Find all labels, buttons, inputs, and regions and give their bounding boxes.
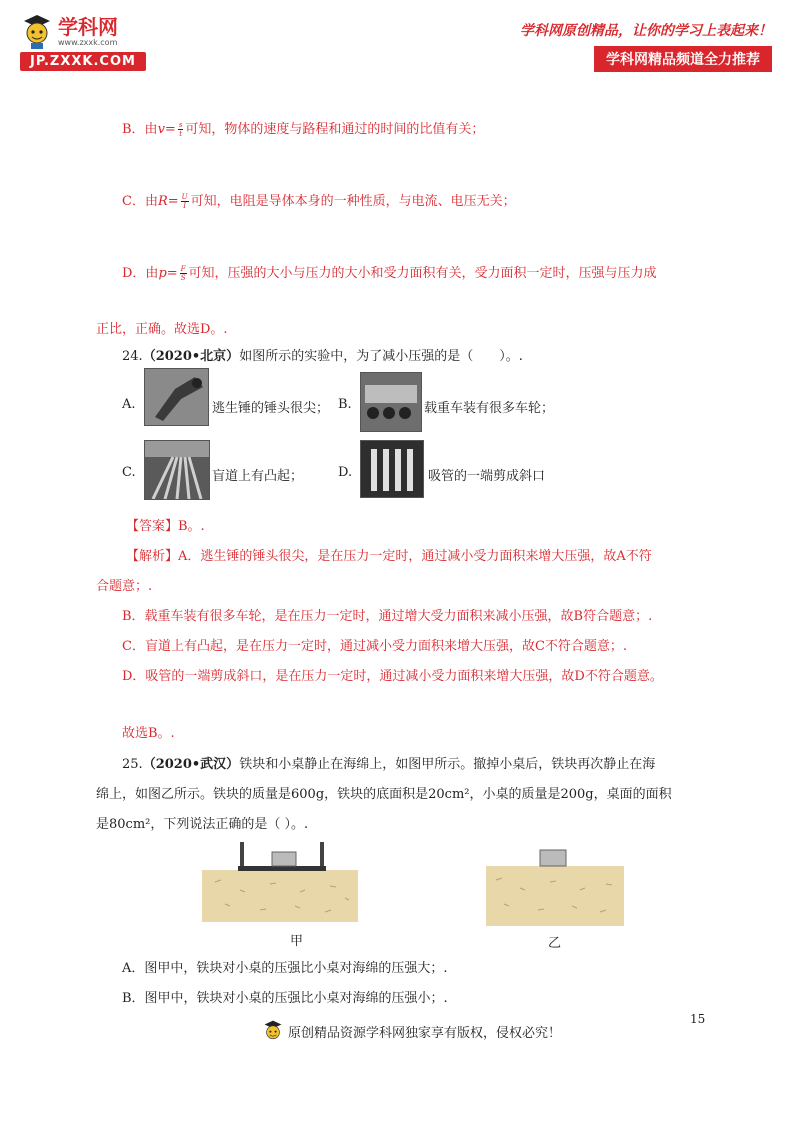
mascot-icon (20, 12, 54, 50)
formula-fraction: $\frac{F}{S}$ (180, 265, 186, 282)
q24-option-a-text: 逃生锤的锤头很尖； (212, 401, 330, 416)
logo[interactable] (20, 12, 118, 50)
figure-jia-label: 甲 (290, 934, 304, 949)
formula-fraction: $\frac{U}{I}$ (181, 193, 188, 210)
q24-option-c-text: 盲道上有凸起； (212, 469, 304, 484)
q24-option-b-letter: B. (338, 397, 352, 412)
channel-banner[interactable]: 学科网精品频道全力推荐 (594, 46, 772, 72)
q25-option-b: B．图甲中，铁块对小桌的压强比小桌对海绵的压强小；. (122, 991, 448, 1006)
figure-yi-sponge-block (484, 848, 626, 928)
site-badge[interactable]: JP.ZXXK.COM (20, 52, 146, 71)
option-d-prev-cont: 正比，正确。故选D。. (96, 322, 228, 337)
mascot-icon (262, 1018, 284, 1044)
logo-name: 学科网 (58, 14, 118, 39)
formula-fraction: $\frac{s}{t}$ (178, 121, 183, 138)
q25-option-a: A．图甲中，铁块对小桌的压强比小桌对海绵的压强大；. (122, 961, 448, 976)
footer (262, 1018, 561, 1044)
q24-conclusion: 故选B。. (122, 726, 175, 741)
question-25-stem-line-3: 是80cm²，下列说法正确的是（ ）。. (96, 817, 309, 832)
q24-option-c-letter: C. (122, 465, 136, 480)
q24-option-b-text: 载重车装有很多车轮； (424, 401, 555, 416)
option-c-prev: C．由R= $\frac{U}{I}$ 可知，电阻是导体本身的一种性质，与电流、电压无关； (122, 193, 516, 210)
question-25-stem-line-1: 25.（2020•武汉）铁块和小桌静止在海绵上，如图甲所示。撤掉小桌后，铁块再次静止在海 (122, 757, 656, 772)
option-d-prev: D．由p= $\frac{F}{S}$ 可知，压强的大小与压力的大小和受力面积有关，受力面积一定时，压强与压力成 (122, 265, 657, 282)
truck-image (360, 372, 422, 432)
straws-image (360, 440, 424, 498)
footer-copyright: 原创精品资源学科网独家享有版权，侵权必究！ (288, 1025, 562, 1041)
q24-option-a-letter: A. (122, 397, 136, 412)
q24-analysis-line-1: 【解析】A．逃生锤的锤头很尖，是在压力一定时，通过减小受力面积来增大压强，故A不符 (126, 549, 652, 564)
tactile-paving-image (144, 440, 210, 500)
q24-option-d-text: 吸管的一端剪成斜口 (428, 469, 546, 484)
q24-analysis-line-2: B．载重车装有很多车轮，是在压力一定时，通过增大受力面积来减小压强，故B符合题意；. (122, 609, 653, 624)
q24-analysis-line-4: D．吸管的一端剪成斜口，是在压力一定时，通过减小受力面积来增大压强，故D不符合题意。 (122, 669, 663, 684)
header-slogan: 学科网原创精品，让你的学习上表起来！ (520, 23, 772, 39)
question-24-stem: 24.（2020•北京）如图所示的实验中，为了减小压强的是（ ）。. (122, 349, 523, 364)
logo-domain: www.zxxk.com (58, 37, 118, 47)
figure-jia-sponge-table (200, 840, 360, 924)
question-25-stem-line-2: 绵上，如图乙所示。铁块的质量是600g，铁块的底面积是20cm²，小桌的质量是200g，桌面的面积 (96, 787, 672, 802)
hammer-image (144, 368, 209, 426)
q24-answer: 【答案】B。. (126, 519, 205, 534)
q24-option-d-letter: D. (338, 465, 353, 480)
q24-analysis-line-3: C．盲道上有凸起，是在压力一定时，通过减小受力面积来增大压强，故C不符合题意；. (122, 639, 628, 654)
q24-analysis-line-1b: 合题意；. (96, 579, 153, 594)
page-number: 15 (690, 1012, 706, 1026)
option-b-prev: B．由v= $\frac{s}{t}$ 可知，物体的速度与路程和通过的时间的比值有关； (122, 121, 485, 138)
figure-yi-label: 乙 (548, 936, 562, 951)
